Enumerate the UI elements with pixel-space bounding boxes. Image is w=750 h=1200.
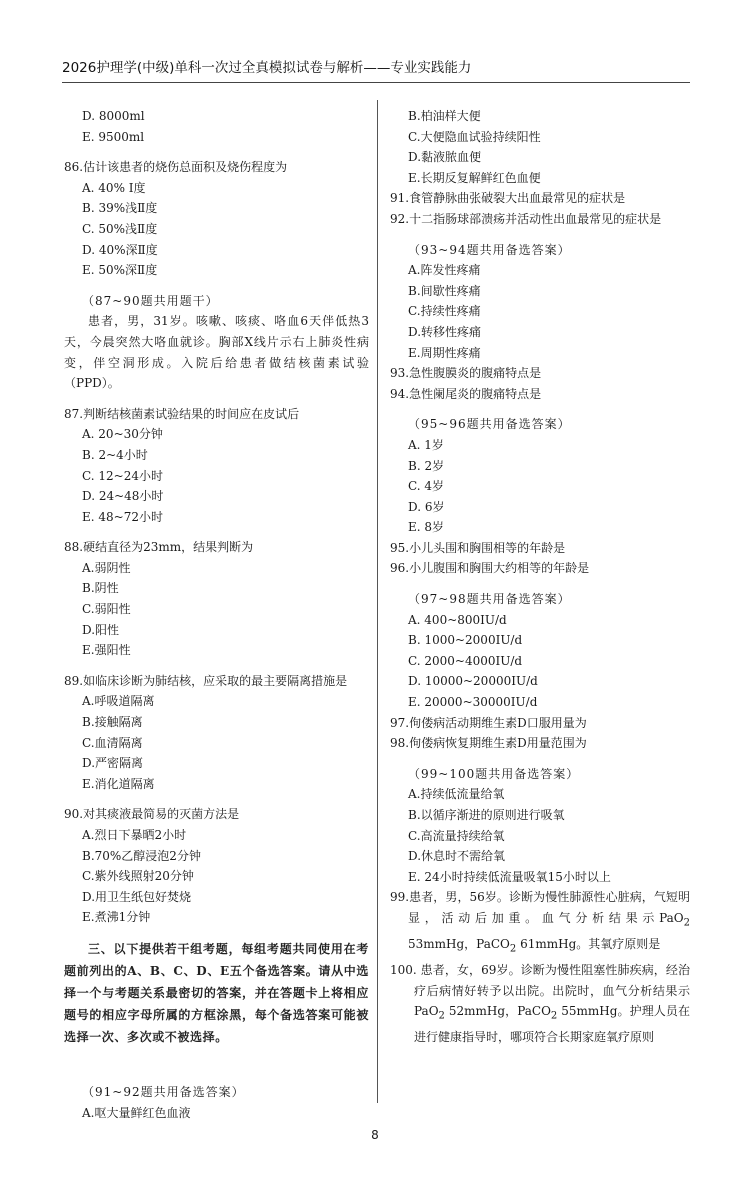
option-item: E.强阳性 [82,643,131,658]
question-96: 96.小儿腹围和胸围大约相等的年龄是 [390,561,590,576]
question-89: 89.如临床诊断为肺结核，应采取的最主要隔离措施是 [64,673,348,688]
option-item: B.柏油样大便 [408,109,481,123]
option-item: D.用卫生纸包好焚烧 [82,889,192,904]
q87-options [64,424,369,527]
option-item: C.弱阳性 [82,602,131,617]
group-91-92-options [64,1103,369,1124]
question-86: 86.估计该患者的烧伤总面积及烧伤程度为 [64,160,288,175]
option-item: E.消化道隔离 [82,776,155,791]
group-93-94-options [390,260,690,363]
section-three-instruction: 三、以下提供若干组考题，每组考题共同使用在考题前列出的A、B、C、D、E五个备选答案。请从中选择一个与考题关系最密切的答案，并在答题卡上将相应题号的相应字母所属的方框涂黑，每个备选答案可能被选择一次、多次或不被选择。 [64,941,369,1044]
left-column [64,106,369,1123]
group-95-96-options [390,435,690,538]
question-88: 88.硬结直径为23mm，结果判断为 [64,540,254,555]
q89-options [64,691,369,794]
right-column [390,106,690,1048]
group-87-90-case: 患者，男，31岁。咳嗽、咳痰、咯血6天伴低热3天，今晨突然大咯血就诊。胸部X线片示右上肺炎性病变，伴空洞形成。入院后给患者做结核菌素试验（PPD）。 [64,314,369,391]
question-99: 99.患者，男，56岁。诊断为慢性肺源性心脏病，气短明显，活动后加重。血气分析结果示PaO$_2$ 53mmHg，PaCO$_2$ 61mmHg。其氧疗原则是 [390,890,690,955]
option-item: A. 1岁 [408,437,444,452]
option-item: E. 9500ml [82,129,145,144]
option-item: D. 6岁 [408,499,445,514]
group-95-96-head: （95~96题共用备选答案） [408,417,571,432]
question-98: 98.佝偻病恢复期维生素D用量范围为 [390,736,587,751]
option-item: C.紫外线照射20分钟 [82,869,194,884]
option-item: A. 20~30分钟 [82,427,163,442]
option-item: E. 8岁 [408,520,445,535]
option-item: B. 39%浅Ⅱ度 [82,201,158,216]
option-item: C.高流量持续给氧 [408,828,505,843]
question-97: 97.佝偻病活动期维生素D口服用量为 [390,715,587,730]
question-95: 95.小儿头围和胸围相等的年龄是 [390,540,566,555]
question-90: 90.对其痰液最简易的灭菌方法是 [64,807,240,822]
question-87: 87.判断结核菌素试验结果的时间应在皮试后 [64,406,300,421]
option-item: C.血清隔离 [82,735,143,750]
option-item: E. 24小时持续低流量吸氧15小时以上 [408,869,611,884]
page-header: 2026护理学(中级)单科一次过全真模拟试卷与解析——专业实践能力 [62,60,472,76]
option-item: B.接触隔离 [82,715,143,730]
option-item: B.70%乙醇浸泡2分钟 [82,848,201,863]
option-item: B. 2~4小时 [82,447,148,462]
group-93-94-head: （93~94题共用备选答案） [408,242,571,257]
option-item: D. 8000ml [82,109,145,123]
option-item: A.烈日下暴晒2小时 [82,828,187,842]
option-item: C. 2000~4000IU/d [408,653,523,668]
question-93: 93.急性腹膜炎的腹痛特点是 [390,366,542,381]
option-item: E.长期反复解鲜红色血便 [408,170,541,185]
header-rule [62,82,690,83]
group-87-90-head: （87~90题共用题干） [82,293,219,308]
group-91-92-head: （91~92题共用备选答案） [82,1084,245,1099]
option-item: A.呼吸道隔离 [82,694,155,709]
option-item: E. 50%深Ⅱ度 [82,263,158,278]
question-92: 92.十二指肠球部溃疡并活动性出血最常见的症状是 [390,211,662,226]
group-99-100-options [390,784,690,887]
option-item: B.间歇性疼痛 [408,283,481,298]
option-item: C. 50%浅Ⅱ度 [82,221,158,236]
option-item: D. 10000~20000IU/d [408,674,538,689]
option-item: E. 48~72小时 [82,509,163,524]
group-99-100-head: （99~100题共用备选答案） [408,766,580,781]
option-item: E.周期性疼痛 [408,345,481,360]
group-97-98-options [390,610,690,713]
option-item: C.大便隐血试验持续阳性 [408,129,541,144]
q90-options [64,825,369,928]
option-item: A. 400~800IU/d [408,612,507,627]
group-97-98-head: （97~98题共用备选答案） [408,592,571,607]
page-number: 8 [371,1128,379,1142]
q86-options [64,178,369,281]
option-item: A. 40% Ⅰ度 [82,180,146,195]
column-divider [377,100,378,1103]
question-94: 94.急性阑尾炎的腹痛特点是 [390,386,542,401]
option-item: B. 1000~2000IU/d [408,633,523,648]
q85-options-continued [64,106,369,147]
option-item: A.阵发性疼痛 [408,263,481,278]
option-item: D.黏液脓血便 [408,150,482,165]
option-item: D.严密隔离 [82,756,144,771]
question-100: 100. 患者，女，69岁。诊断为慢性阻塞性肺疾病，经治疗后病情好转予以出院。出院时，血气分析结果示PaO$_2$ 52mmHg，PaCO$_2$ 55mmHg。护理人员在进行健康指导时，哪项符合长期家庭氧疗原则 [390,962,690,1045]
option-item: C.持续性疼痛 [408,304,481,319]
option-item: A.弱阴性 [82,560,131,575]
option-item: B.阴性 [82,581,119,596]
option-item: B.以循序渐进的原则进行吸氧 [408,808,565,822]
option-item: D. 24~48小时 [82,489,164,504]
option-item: D.转移性疼痛 [408,324,482,339]
option-item: C. 4岁 [408,479,445,494]
option-item: E.煮沸1分钟 [82,910,151,925]
option-item: A.呕大量鲜红色血液 [82,1105,191,1120]
q88-options [64,558,369,661]
question-91: 91.食管静脉曲张破裂大出血最常见的症状是 [390,191,626,206]
group-91-92-options-continued [390,106,690,188]
option-item: D. 40%深Ⅱ度 [82,242,158,257]
option-item: B. 2岁 [408,458,445,473]
option-item: A.持续低流量给氧 [408,787,505,802]
option-item: D.休息时不需给氧 [408,849,506,864]
option-item: E. 20000~30000IU/d [408,695,538,710]
option-item: C. 12~24小时 [82,468,163,483]
option-item: D.阳性 [82,622,120,637]
